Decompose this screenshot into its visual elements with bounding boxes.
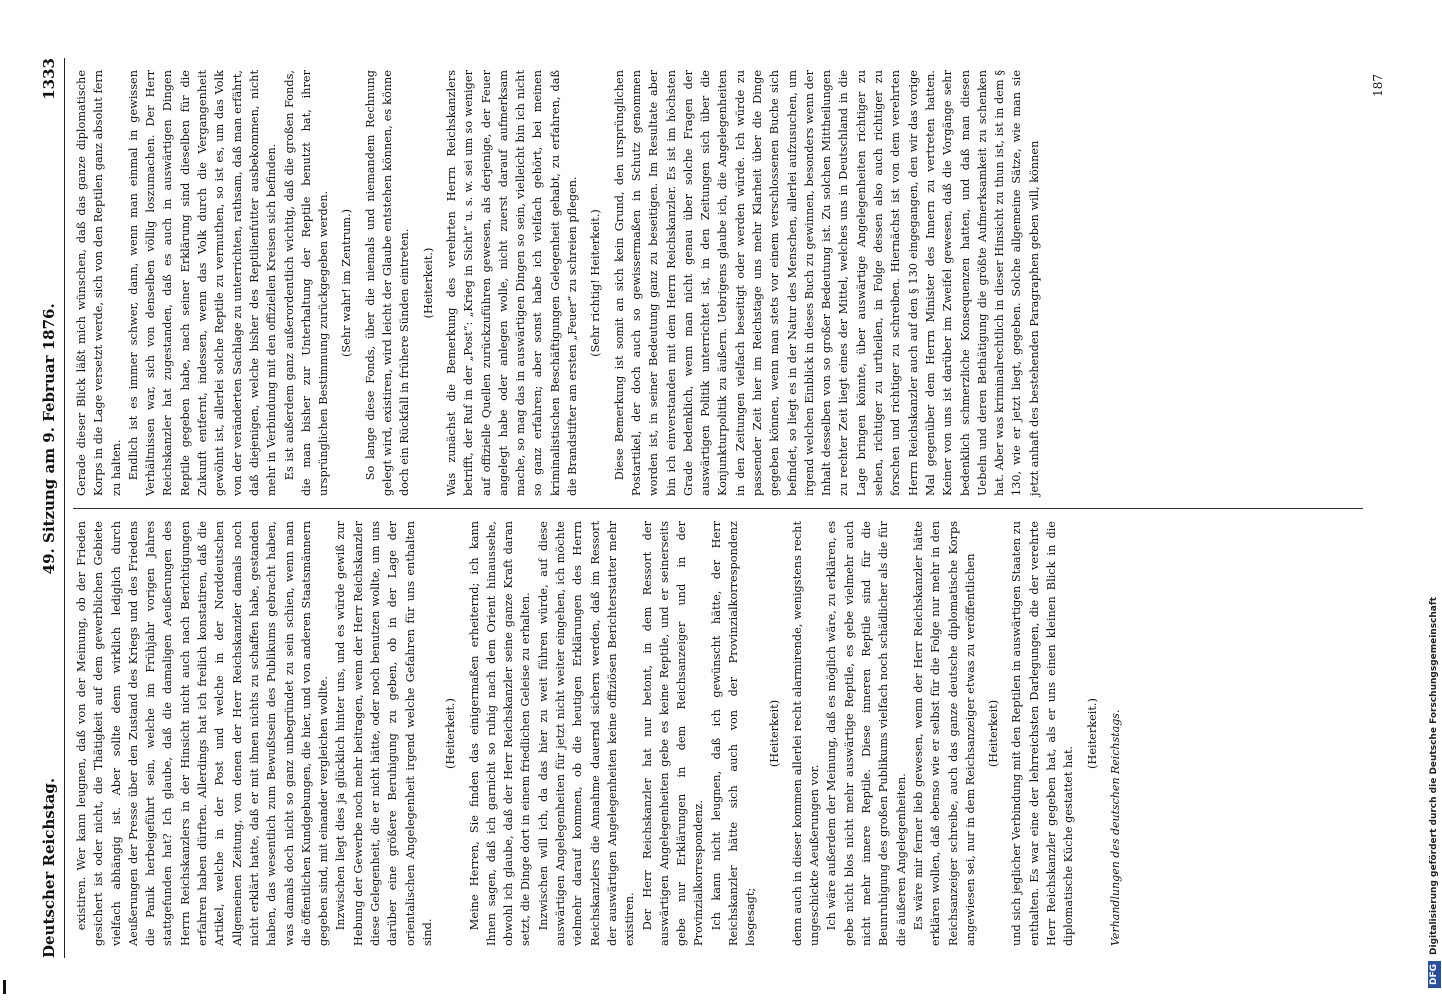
page-header <box>40 58 65 958</box>
header-left: Deutscher Reichstag. <box>40 777 58 958</box>
paragraph: So lange diese Fonds, über die niemals und niemandem Rechnung gelegt wird, existiren, wird leicht der Glaube entstehen können, es könne doch ein Rückfall in frühere Sünden eintreten. <box>363 70 412 496</box>
paragraph: Ich kann nicht leugnen, daß ich gewünscht hätte, der Herr Reichskanzler hätte sich auch von der Provinzialkorrespondenz losgesagt; <box>709 521 758 946</box>
paragraph: Inzwischen liegt dies ja glücklich hinter uns, und es würde gewiß zur Hebung der Gewerbe noch mehr beitragen, wenn der Herr Reichskanzler diese Gelegenheit, die er nicht hätte, oder noch benutzen wollte, um uns darüber eine größere Beruhigung zu geben, ob in der Lage der orientalischen Angelegenheit irgend welche Gefahren für uns enthalten sind. <box>334 521 434 946</box>
interjection: (Heiterkeit) <box>767 699 781 768</box>
paragraph: Ich wäre außerdem der Meinung, daß es möglich wäre, zu erklären, es gebe nicht blos nicht mehr auswärtige Reptile, es gebe vielmehr auch nicht mehr innere Reptile. Diese inneren Reptile sind für die Beunruhigung des großen Publikums vielfach noch schädlicher als die für die äußeren Angelegenheiten. <box>825 521 908 946</box>
interjection: (Sehr wahr! im Zentrum.) <box>340 209 354 357</box>
paragraph: Es ist außerdem ganz außerordentlich wichtig, daß die großen Fonds, die man bisher zur Unterhaltung der Reptile benutzt hat, ihrer ursprünglichen Bestimmung zurückgegeben werden. <box>282 70 331 496</box>
footer-signature: Verhandlungen des deutschen Reichstags. <box>1108 709 1122 946</box>
interjection: (Sehr richtig! Heiterkeit.) <box>589 209 603 357</box>
right-column <box>73 58 1363 508</box>
paragraph: Gerade dieser Blick läßt mich wünschen, daß das ganze diplomatische Korps in die Lage versetzt werde, sich von den Reptilen ganz absolut fern zu halten. <box>75 70 123 496</box>
paragraph: denn auch in dieser kommen allerlei recht alarmirende, wenigstens recht ungeschickte Aeußerungen vor. <box>790 521 822 946</box>
interjection: (Heiterkeit.) <box>444 698 458 769</box>
interjection: (Heiterkeit) <box>987 699 1001 768</box>
page-signature: 187 <box>1371 74 1385 97</box>
interjection: (Heiterkeit.) <box>421 247 435 319</box>
paragraph: Es wäre mir ferner lieb gewesen, wenn der Herr Reichskanzler hätte erklären wollen, daß ebenso wie er selbst für die Folge nur mehr in den Reichsanzeiger schreibe, auch das ganze deutsche diplomatische Korps angewiesen sei, nur in dem Reichsanzeiger etwas zu veröffentlichen <box>911 521 977 946</box>
page-number: 1333 <box>40 58 58 100</box>
paragraph: Inzwischen will ich, da das hier zu weit führen würde, auf diese auswärtigen Angelegenheiten für jetzt nicht weiter eingehen, ich möchte vielmehr darauf kommen, ob die heutigen Erklärungen des Herrn Reichskanzlers die Annahme dauernd sichern werden, daß im Ressort der auswärtigen Angelegenheiten keine offiziösen Berichterstatter mehr existiren. <box>536 521 637 946</box>
interjection: (Heiterkeit.) <box>1085 698 1099 769</box>
paragraph: Diese Bemerkung ist somit an sich kein Grund, den ursprünglichen Postartikel, der doch auch so gewissermaßen in Schutz genommen worden ist, in seiner Bedeutung ganz zu beseitigen. Im Resultate aber bin ich einverstanden mit dem Herrn Reichskanzler. Es ist im höchsten Grade bedenklich, wenn man nicht genau über solche Fragen der auswärtigen Politik unterrichtet ist, in den Zeitungen sich über die Konjunkturpolitik zu äußern. Uebrigens glaube ich, die Angelegenheiten in den Zeitungen vielfach beseitigt oder werden würde. Ich würde zu passender Zeit hier im Reichstage uns mehr Klarheit über die Dinge gegeben können, wenn man stets vor einem verschlossenen Buche sich befindet, so liegt es in der Natur des Menschen, allerlei aufzusuchen, um irgend welchen Einblick in dieses Buch zu gewinnen, besonders wenn der Inhalt desselben von so großer Bedeutung ist. Zu solchen Mittheilungen zu rechter Zeit liegt eines der Mittel, welches uns in Deutschland in die Lage bringen könnte, über auswärtige Angelegenheiten richtiger zu sehen, richtiger zu urtheilen, in Folge dessen also auch richtiger zu forschen und richtiger zu schreiben. Hiernächst ist von dem verehrten Herrn Reichskanzler auch auf den § 130 eingegangen, den wir das vorige Mal gegenüber dem Herrn Minister des Innern zu vertreten hatten. Keiner von uns ist darüber im Zweifel gewesen, daß die Vorgänge sehr bedenklich schmerzliche Konsequenzen hatten, und daß man diesen Uebeln und deren Bethätigung die größte Aufmerksamkeit zu schenken hat. Aber was kriminalrechtlich in dieser Hinsicht zu thun ist, ist in dem § 130, wie er jetzt liegt, gegeben. Solche allgemeine Sätze, wie man sie jetzt anhaft des bestehenden Paragraphen geben will, können <box>612 70 1041 496</box>
dfg-note <box>1426 12 1442 988</box>
paragraph: und sich jeglicher Verbindung mit den Reptilen in auswärtigen Staaten zu enthalten. Es war eine der lehrreichsten Darlegungen, die der verehrte Herr Reichskanzler gegeben hat, als er uns einen kleinen Blick in die diplomatische Küche gestattet hat. <box>1010 521 1076 946</box>
text-columns <box>73 58 1385 958</box>
paragraph: Der Herr Reichskanzler hat nur betont, in dem Ressort der auswärtigen Angelegenheiten gebe es keine Reptile, und er seinerseits gebe nur Erklärungen in dem Reichsanzeiger und in der Provinzialkorrespondenz. <box>640 521 706 946</box>
dfg-text: Digitalisierung gefördert durch die Deutsche Forschungsgemeinschaft <box>1429 596 1439 955</box>
dfg-logo: DFG <box>1428 961 1441 988</box>
paragraph: Endlich ist es immer schwer, dann, wenn man einmal in gewissen Verhältnissen war, sich von denselben völlig loszumachen. Der Herr Reichskanzler hat zugestanden, daß es auch in auswärtigen Dingen Reptile gegeben habe, nach seiner Erklärung sind dieselben für die Zukunft entfernt, indessen, wenn das Volk durch die Vergangenheit gewöhnt ist, allerlei solche Reptile zu vermuthen, so ist es, um das Volk von der veränderten Sachlage zu unterrichten, rathsam, daß man erfährt, daß diejenigen, welche bisher des Reptilienfutter ausbekommen, nicht mehr in Verbindung mit den offiziellen Kreisen sich befinden. <box>126 70 279 496</box>
paragraph: Meine Herren, Sie finden das einigermaßen erheiternd; ich kann Ihnen sagen, daß ich garnicht so ruhig nach dem Orient hinaussehe, obwohl ich glaube, daß der Herr Reichskanzler seine ganze Kraft daran setzt, die Dinge dort in einem friedlichen Geleise zu erhalten. <box>467 521 533 946</box>
paragraph: existiren. Wer kann leugnen, daß von der Meinung, ob der Frieden gesichert ist oder nicht, die Thätigkeit auf dem gewerblichen Gebiete vielfach abhängig ist. Aber sollte denn wirklich lediglich durch Aeußerungen der Presse über den Zustand des Kriegs und des Friedens die Panik herbeigeführt sein, welche im Frühjahr vorigen Jahres stattgefunden hat? Ich glaube, daß die damaligen Aeußerungen des Herrn Reichskanzlers in der Hinsicht nicht auch nach Berichtigungen erfahren haben dürften. Allerdings hat ich freilich konstatiren, daß die Artikel, welche in der Post und welche in der Norddeutschen Allgemeinen Zeitung, von denen der Herr Reichskanzler damals noch nicht erklärt hatte, daß er mit ihnen nichts zu schaffen habe, gestanden haben, das wesentlich zum Bewußtsein des Publikums gebracht haben, was damals doch nicht so ganz unbegründet zu sein schien, wenn man die öffentlichen Kundgebungen, die hier, und von anderen Staatsmännern gegeben sind, mit einander vergleichen wollte. <box>75 521 331 946</box>
dfg-sidebar <box>1410 12 1439 988</box>
left-column <box>73 508 1363 958</box>
header-center: 49. Sitzung am 9. Februar 1876. <box>40 303 58 575</box>
paragraph: Was zunächst die Bemerkung des verehrten Herrn Reichskanzlers betrifft, der Ruf in der „Post“: „Krieg in Sicht“ u. s. w. sei um so weniger auf offizielle Quellen zurückzuführen gewesen, als derjenige, der Feuer angelegt habe oder anlegen wolle, nicht zuerst darauf aufmerksam mache, so mag das in auswärtigen Dingen so sein, vielleicht bin ich nicht so ganz erfahren; aber sonst habe ich vielfach gehört, bei meinen kriminalistischen Beschäftigungen Gelegenheit gehabt, zu erfahren, daß die Brandstifter am ersten „Feuer“ zu schreien pflegen. <box>444 70 580 496</box>
edge-mark <box>3 980 6 994</box>
